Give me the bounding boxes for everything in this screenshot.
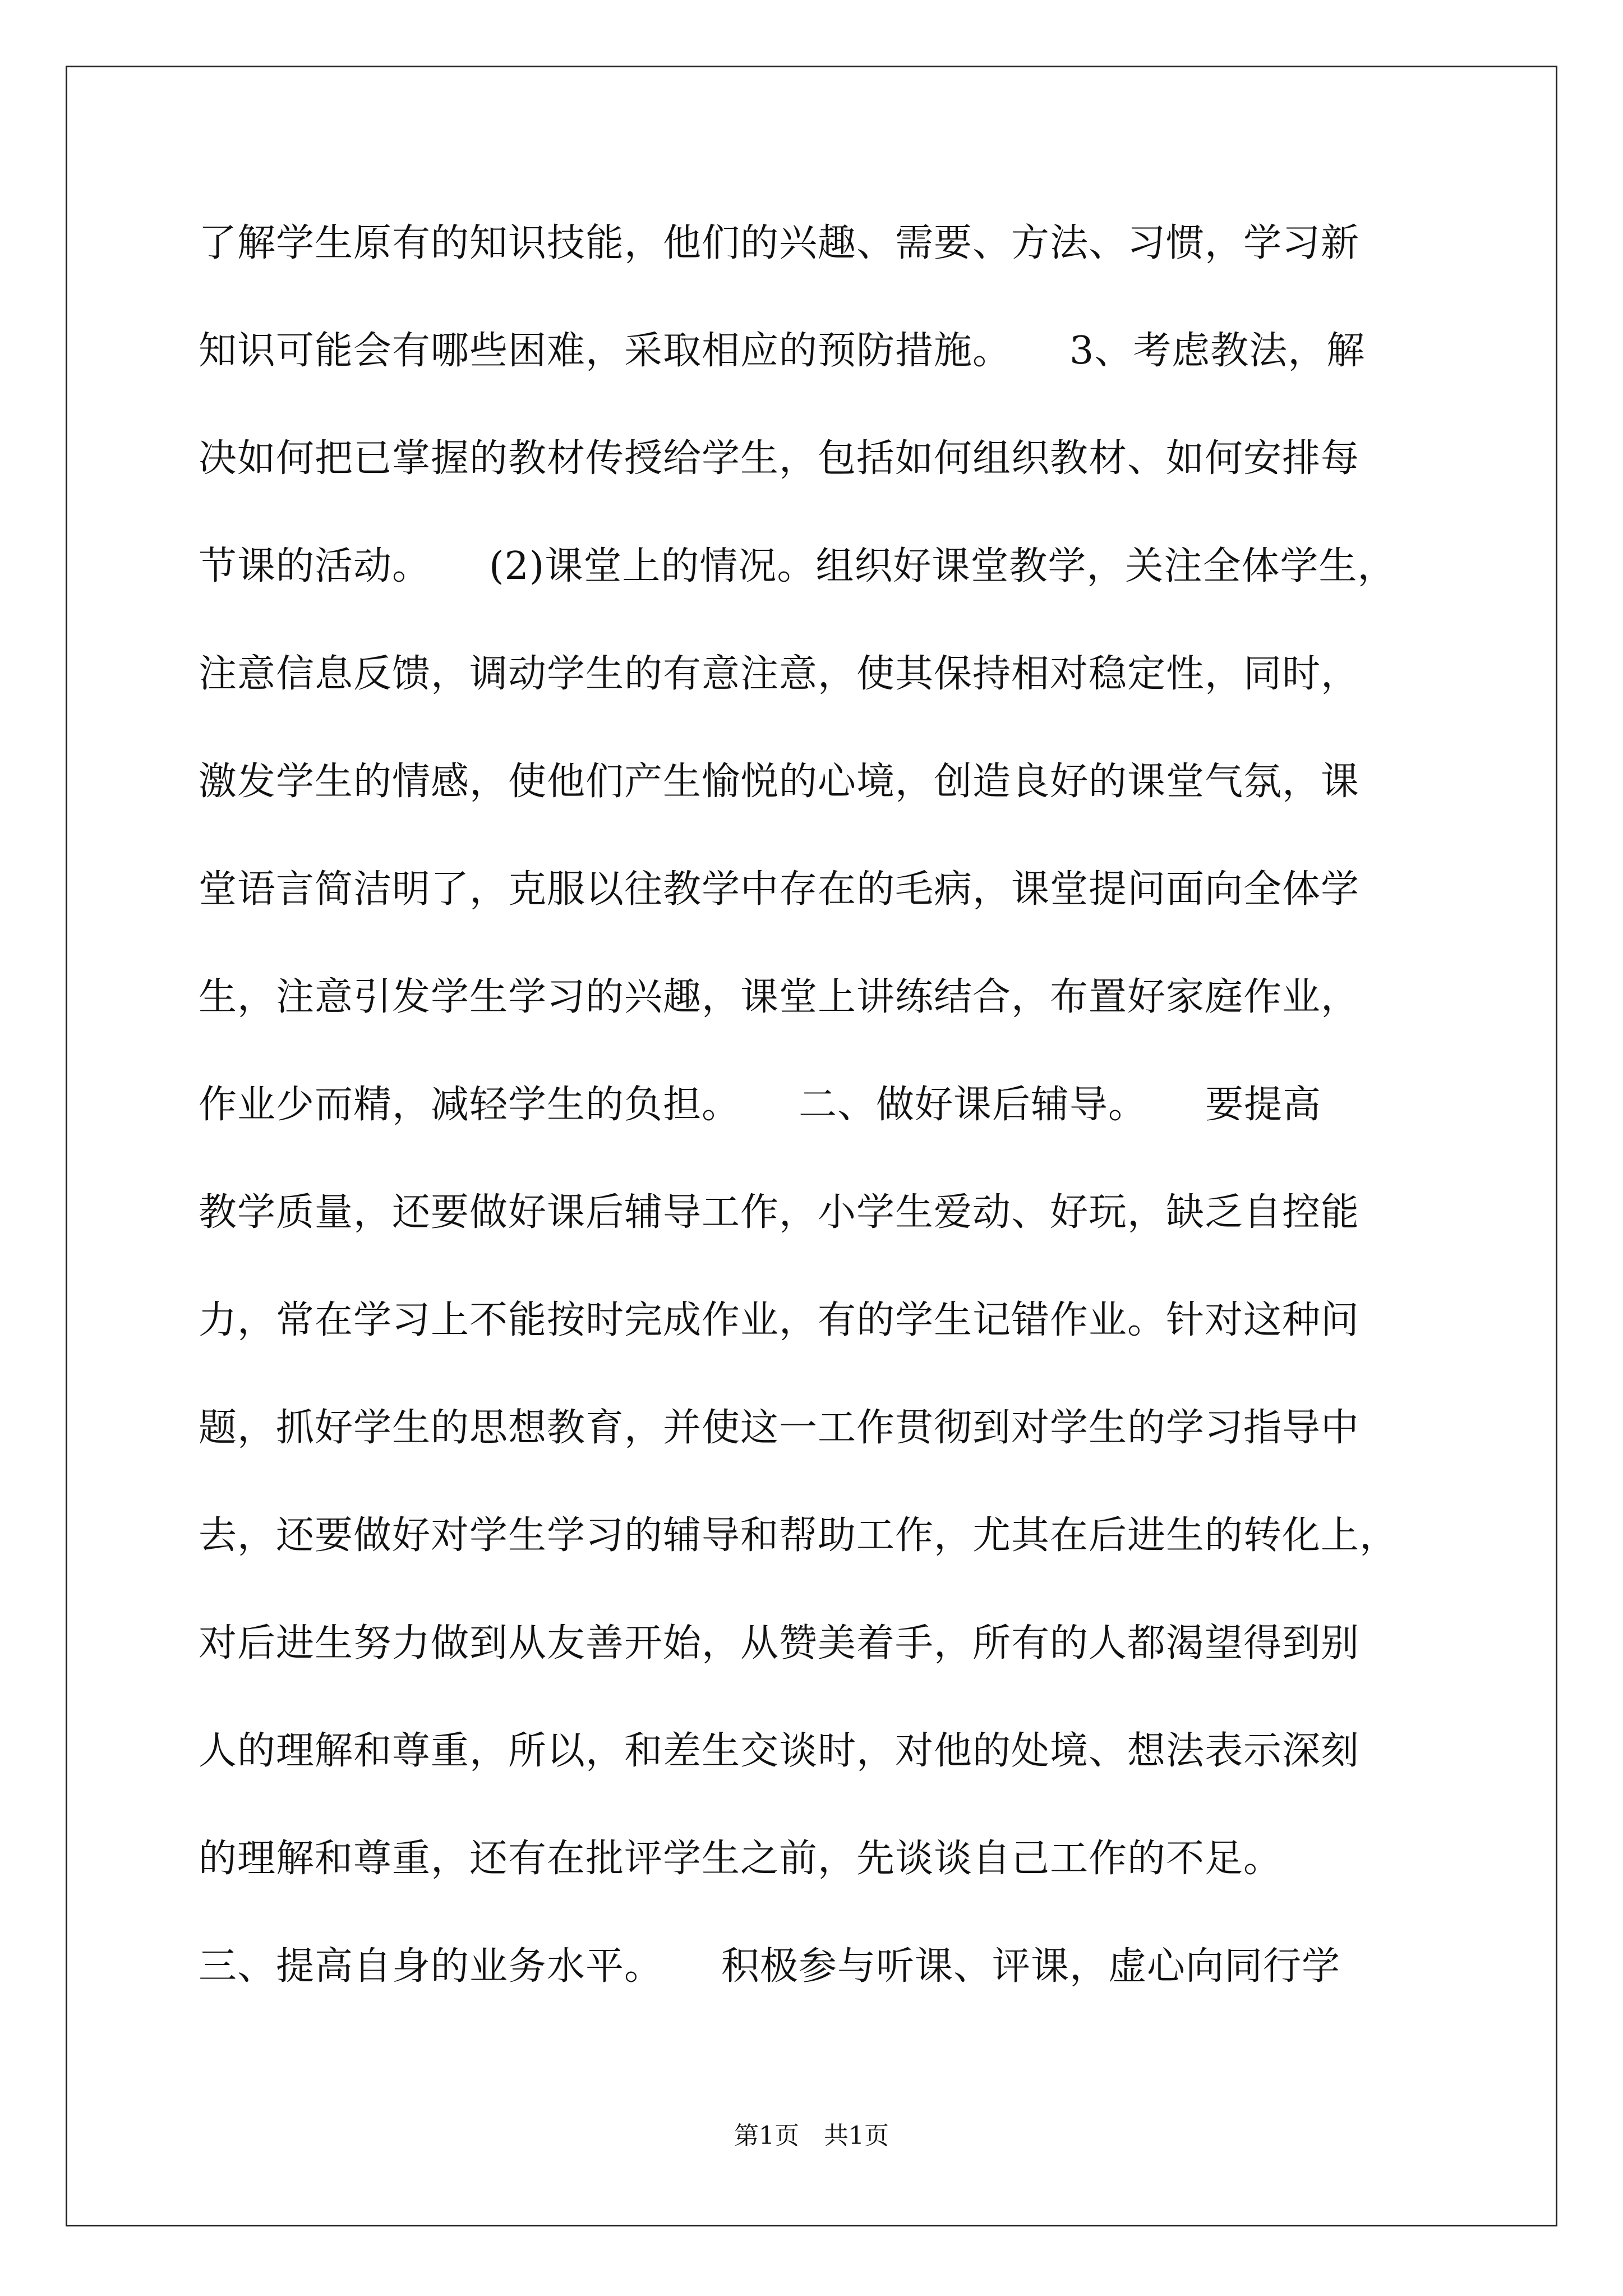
text-line: 生，注意引发学生学习的兴趣，课堂上讲练结合，布置好家庭作业， <box>199 975 1360 1019</box>
text-line: 作业少而精，减轻学生的负担。 二、做好课后辅导。 要提高 <box>199 1083 1322 1127</box>
text-line: 去，还要做好对学生学习的辅导和帮助工作，尤其在后进生的转化上， <box>199 1513 1399 1558</box>
text-line: 题，抓好学生的思想教育，并使这一工作贯彻到对学生的学习指导中 <box>199 1406 1360 1450</box>
text-line: 决如何把已掌握的教材传授给学生，包括如何组织教材、如何安排每 <box>199 436 1360 481</box>
text-line: 三、提高自身的业务水平。 积极参与听课、评课，虚心向同行学 <box>199 1944 1341 1989</box>
text-line: 节课的活动。 (2)课堂上的情况。组织好课堂教学，关注全体学生， <box>199 544 1396 588</box>
document-body <box>199 215 1460 2046</box>
text-line: 激发学生的情感，使他们产生愉悦的心境，创造良好的课堂气氛，课 <box>199 760 1360 804</box>
page-footer: 第1页 共1页 <box>734 2122 889 2150</box>
text-line: 对后进生努力做到从友善开始，从赞美着手，所有的人都渴望得到别 <box>199 1621 1360 1665</box>
text-line: 教学质量，还要做好课后辅导工作，小学生爱动、好玩，缺乏自控能 <box>199 1190 1360 1235</box>
text-line: 了解学生原有的知识技能，他们的兴趣、需要、方法、习惯，学习新 <box>199 221 1360 265</box>
text-line: 人的理解和尊重，所以，和差生交谈时，对他的处境、想法表示深刻 <box>199 1729 1360 1773</box>
text-line: 力，常在学习上不能按时完成作业，有的学生记错作业。针对这种问 <box>199 1298 1360 1342</box>
text-line: 知识可能会有哪些困难，采取相应的预防措施。 3、考虑教法，解 <box>199 329 1366 373</box>
text-line: 堂语言简洁明了，克服以往教学中存在的毛病，课堂提问面向全体学 <box>199 867 1360 912</box>
text-line: 的理解和尊重，还有在批评学生之前，先谈谈自己工作的不足。 <box>199 1837 1283 1881</box>
text-line: 注意信息反馈，调动学生的有意注意，使其保持相对稳定性，同时， <box>199 652 1360 696</box>
